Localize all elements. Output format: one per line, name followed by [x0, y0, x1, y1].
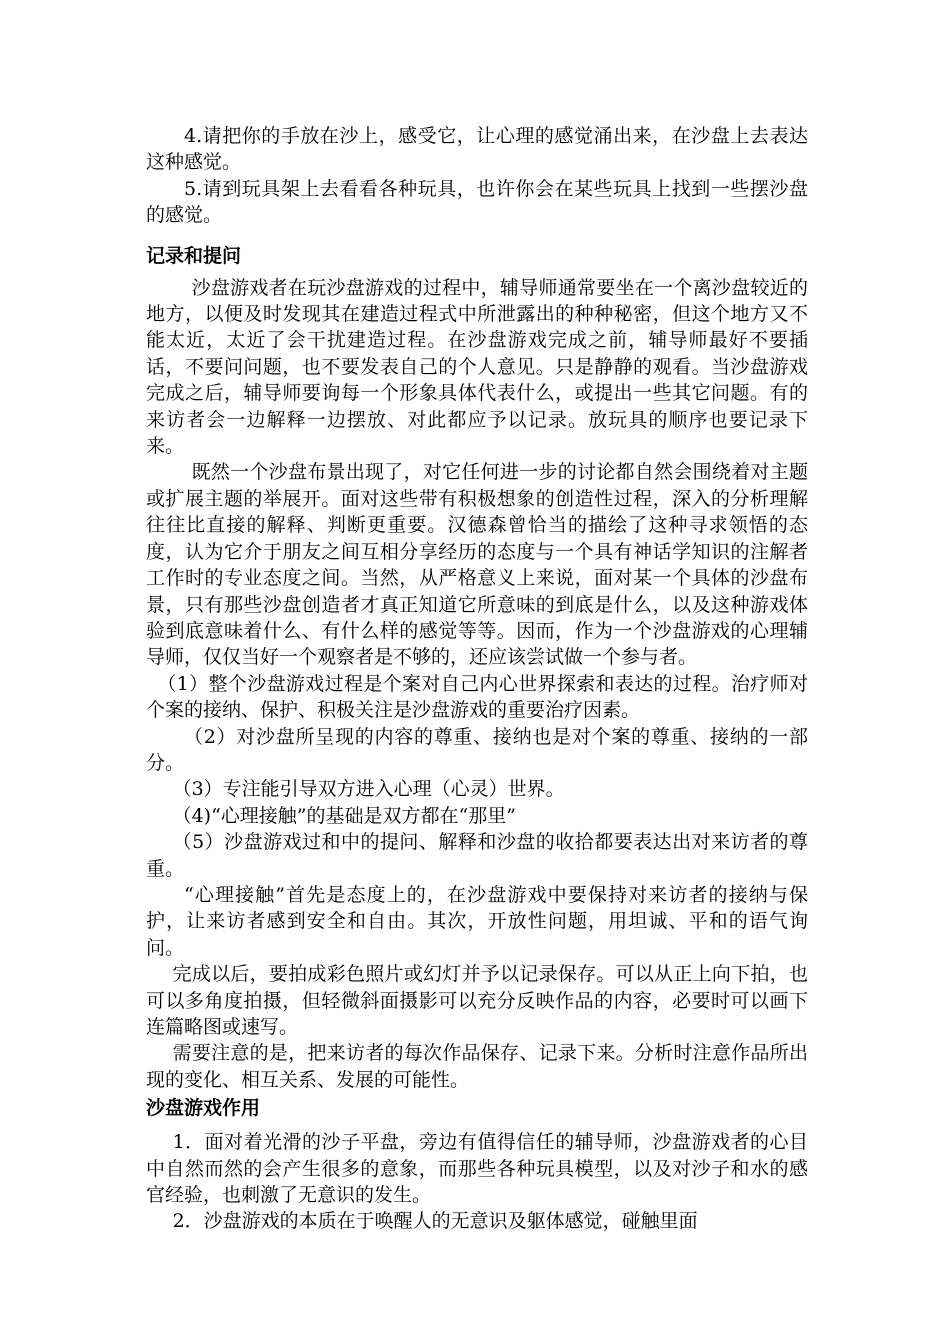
- list-item-4: （4)“心理接触”的基础是双方都在“那里”: [172, 804, 516, 827]
- section-heading-recording: 记录和提问: [146, 244, 242, 267]
- section-heading-effects: 沙盘游戏作用: [146, 1097, 261, 1120]
- paragraph-photo-record: 完成以后，要拍成彩色照片或幻灯并予以记录保存。可以从正上向下拍，也可以多角度拍摄，但轻微斜面摄影可以充分反映作品的内容，必要时可以画下连篇略图或速写。: [146, 963, 808, 1038]
- list-item-1: （1）整个沙盘游戏过程是个案对自己内心世界探索和表达的过程。治疗师对个案的接纳、保护、积极关注是沙盘游戏的重要治疗因素。: [146, 672, 808, 722]
- list-item-5: （5）沙盘游戏过和中的提问、解释和沙盘的收拾都要表达出对来访者的尊重。: [146, 831, 808, 880]
- list-item-2: （2）对沙盘所呈现的内容的尊重、接纳也是对个案的尊重、接纳的一部分。: [146, 725, 808, 774]
- list-item-3: （3）专注能引导双方进入心理（心灵）世界。: [172, 778, 565, 801]
- document-page: [146, 123, 808, 1235]
- paragraph-instruction-5: 5.请到玩具架上去看看各种玩具，也许你会在某些玩具上找到一些摆沙盘的感觉。: [146, 177, 808, 227]
- paragraph-recording-2: 既然一个沙盘布景出现了，对它任何进一步的讨论都自然会围绕着对主题或扩展主题的举展开。面对这些带有积极想象的创造性过程，深入的分析理解往往比直接的解释、判断更重要。汉德森曾恰当的描绘了这种寻求领悟的态度，认为它介于朋友之间互相分享经历的态度与一个具有神话学知识的注解者工作时的专业态度之间。当然，从严格意义上来说，面对某一个具体的沙盘布景，只有那些沙盘创造者才真正知道它所意味的到底是什么，以及这种游戏体验到底意味着什么、有什么样的感觉等等。因而，作为一个沙盘游戏的心理辅导师，仅仅当好一个观察者是不够的，还应该尝试做一个参与者。: [146, 461, 808, 669]
- paragraph-recording-1: 沙盘游戏者在玩沙盘游戏的过程中，辅导师通常要坐在一个离沙盘较近的地方，以便及时发现其在建造过程式中所泄露出的种种秘密，但这个地方又不能太近，太近了会干扰建造过程。在沙盘游戏完成之前，辅导师最好不要插话，不要问问题，也不要发表自己的个人意见。只是静静的观看。当沙盘游戏完成之后，辅导师要询每一个形象具体代表什么，或提出一些其它问题。有的来访者会一边解释一边摆放、对此都应予以记录。放玩具的顺序也要记录下来。: [146, 276, 808, 458]
- paragraph-instruction-4: 4.请把你的手放在沙上，感受它，让心理的感觉涌出来，在沙盘上去表达这种感觉。: [146, 125, 808, 174]
- paragraph-note: 需要注意的是，把来访者的每次作品保存、记录下来。分析时注意作品所出现的变化、相互关系、发展的可能性。: [146, 1042, 808, 1091]
- paragraph-psych-contact: “心理接触”首先是态度上的，在沙盘游戏中要保持对来访者的接纳与保护，让来访者感到安全和自由。其次，开放性问题，用坦诚、平和的语气询问。: [146, 883, 808, 959]
- paragraph-effect-2: 2．沙盘游戏的本质在于唤醒人的无意识及躯体感觉，碰触里面: [172, 1210, 698, 1233]
- paragraph-effect-1: 1．面对着光滑的沙子平盘，旁边有值得信任的辅导师，沙盘游戏者的心目中自然而然的会产生很多的意象，而那些各种玩具模型，以及对沙子和水的感官经验，也刺激了无意识的发生。: [146, 1131, 808, 1207]
